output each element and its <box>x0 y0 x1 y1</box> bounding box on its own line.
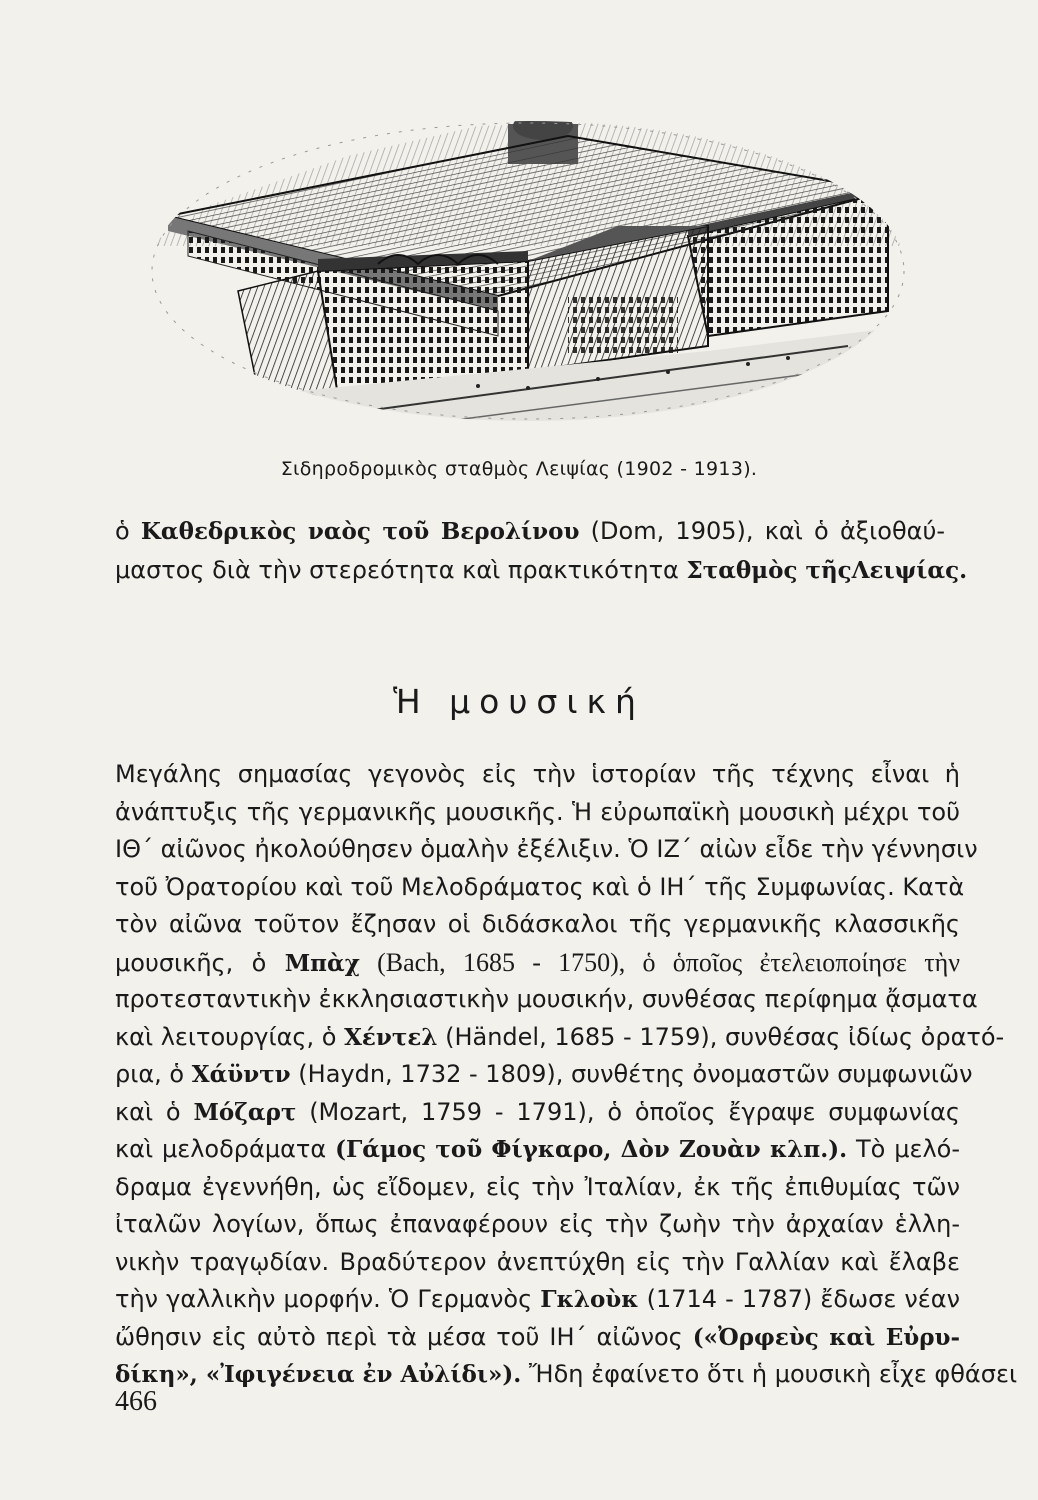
body-line: ΙΘ΄ αἰῶνος ἠκολούθησεν ὁμαλὴν ἐξέλιξιν. Ὁ ΙΖ΄ αἰὼν εἶδε τὴν γέννησιν <box>115 835 978 863</box>
body-line: καὶ ὁ Μόζαρτ (Mozart, 1759 - 1791), ὁ ὁποῖος ἔγραψε συμφωνίας <box>115 1097 960 1126</box>
station-engraving <box>148 96 908 426</box>
body-line: ἀνάπτυξις τῆς γερμανικῆς μουσικῆς. Ἡ εὐρωπαϊκὴ μουσικὴ μέχρι τοῦ <box>115 797 960 826</box>
body-line: Μεγάλης σημασίας γεγονὸς εἰς τὴν ἱστορίαν τῆς τέχνης εἶναι ἡ <box>115 760 960 788</box>
page-number: 466 <box>115 1386 157 1417</box>
body-line: τοῦ Ὀρατορίου καὶ τοῦ Μελοδράματος καὶ ὁ ΙΗ΄ τῆς Συμφωνίας. Κατὰ <box>115 872 965 901</box>
body-line: δίκη», «Ἰφιγένεια ἐν Αὐλίδι»). Ἤδη ἐφαίνετο ὅτι ἡ μουσικὴ εἶχε φθάσει <box>115 1360 1018 1388</box>
body-line: νικὴν τραγῳδίαν. Βραδύτερον ἀνεπτύχθη εἰς τὴν Γαλλίαν καὶ ἔλαβε <box>115 1247 960 1276</box>
body-line: ἰταλῶν λογίων, ὅπως ἐπαναφέρουν εἰς τὴν ζωὴν τὴν ἀρχαίαν ἑλλη- <box>115 1210 960 1238</box>
body-line: τὴν γαλλικὴν μορφήν. Ὁ Γερμανὸς Γκλοὺκ (1714 - 1787) ἔδωσε νέαν <box>115 1285 960 1313</box>
body-line: προτεσταντικὴν ἐκκλησιαστικὴν μουσικήν, συνθέσας περίφημα ᾄσματα <box>115 985 978 1013</box>
figure-caption: Σιδηροδρομικὸς σταθμὸς Λειψίας (1902 - 1913). <box>280 458 758 480</box>
body-line: καὶ μελοδράματα (Γάμος τοῦ Φίγκαρο, Δὸν Ζουὰν κλπ.). Τὸ μελό- <box>115 1135 960 1163</box>
body-line: καὶ λειτουργίας, ὁ Χέντελ (Händel, 1685 - 1759), συνθέσας ἰδίως ὀρατό- <box>115 1022 1005 1051</box>
body-line: μουσικῆς, ὁ Μπὰχ (Bach, 1685 - 1750), ὁ ὁποῖος ἐτελειοποίησε τὴν <box>115 947 961 977</box>
section-title: Ἡ μουσική <box>393 682 645 721</box>
body-line: δραμα ἐγεννήθη, ὡς εἴδομεν, εἰς τὴν Ἰταλίαν, ἐκ τῆς ἐπιθυμίας τῶν <box>115 1172 960 1201</box>
body-paragraph <box>115 756 1018 1394</box>
body-line: τὸν αἰῶνα τοῦτον ἔζησαν οἱ διδάσκαλοι τῆς γερμανικῆς κλασσικῆς <box>115 910 960 938</box>
intro-line-1: ὁ Καθεδρικὸς ναὸς τοῦ Βερολίνου (Dom, 1905), καὶ ὁ ἀξιοθαύ- <box>115 517 946 545</box>
intro-line-2: μαστος διὰ τὴν στερεότητα καὶ πρακτικότητα Σταθμὸς τῆςΛειψίας. <box>115 556 968 584</box>
body-line: ρια, ὁ Χάϋντν (Haydn, 1732 - 1809), συνθέτης ὀνομαστῶν συμφωνιῶν <box>115 1060 973 1088</box>
intro-paragraph <box>115 512 968 590</box>
body-line: ὤθησιν εἰς αὐτὸ περὶ τὰ μέσα τοῦ ΙΗ΄ αἰῶνος («Ὀρφεὺς καὶ Εὐρυ- <box>115 1322 961 1351</box>
station-illustration <box>148 96 908 426</box>
